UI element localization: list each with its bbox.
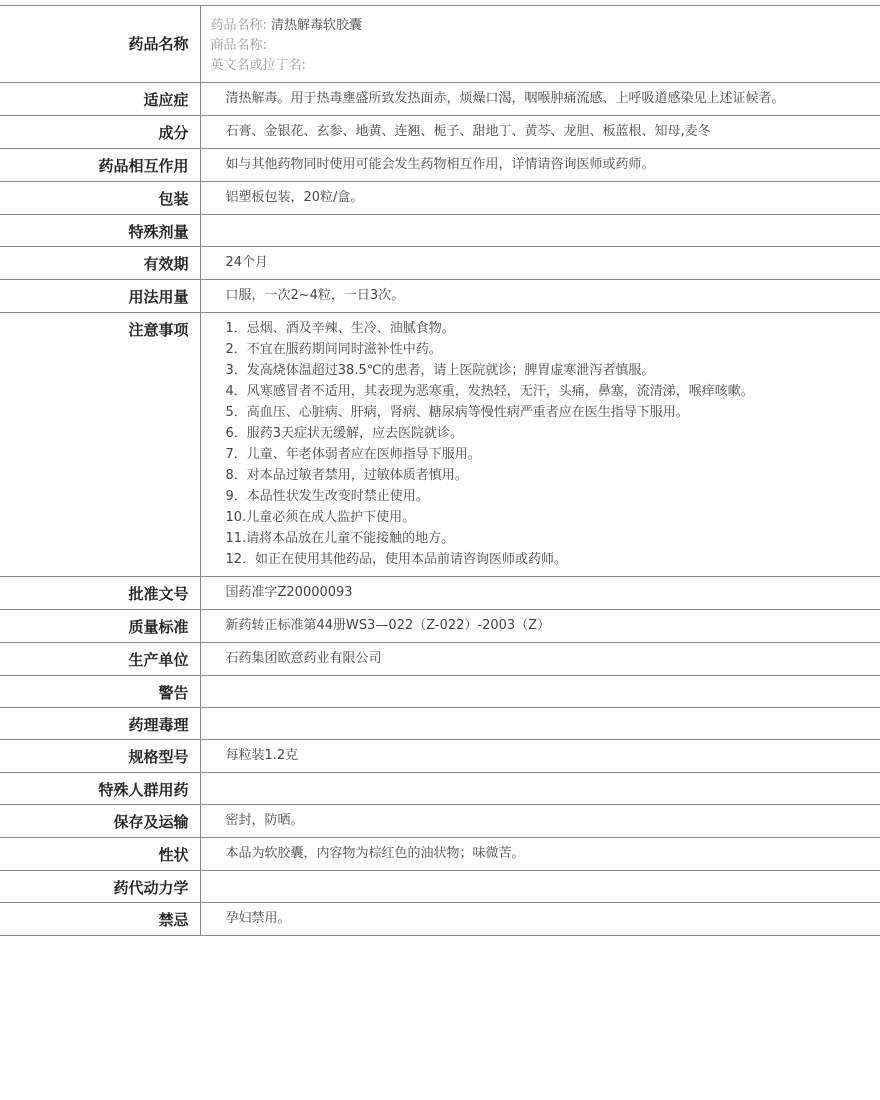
row-label: 包装	[158, 190, 189, 208]
label-cell	[0, 215, 200, 247]
row-special-dose	[0, 215, 880, 247]
label-cell	[0, 610, 200, 643]
row-label: 注意事项	[128, 321, 189, 339]
row-usage	[0, 280, 880, 313]
english-name-key: 英文名或拉丁名:	[210, 58, 306, 73]
row-label: 药理毒理	[128, 716, 189, 734]
trade-name-key: 商品名称:	[210, 38, 267, 53]
drug-info-table	[0, 5, 880, 936]
drug-name-line	[211, 16, 791, 36]
list-item: 3．发高烧体温超过38.5℃的患者，请上医院就诊；脾胃虚寒泄泻者慎服。	[225, 363, 655, 378]
row-label: 禁忌	[158, 911, 189, 929]
value-cell	[200, 313, 880, 577]
value-cell	[200, 577, 880, 610]
row-label: 批准文号	[128, 585, 189, 603]
label-cell	[0, 83, 200, 116]
row-label: 用法用量	[128, 288, 189, 306]
row-value: 铝塑板包装，20粒/盒。	[225, 190, 364, 205]
row-value: 口服，一次2~4粒，一日3次。	[225, 288, 405, 303]
row-label: 药品相互作用	[98, 157, 189, 175]
row-special-groups	[0, 773, 880, 805]
label-cell	[0, 676, 200, 708]
label-cell	[0, 6, 200, 83]
row-label: 成分	[158, 124, 189, 142]
label-cell	[0, 805, 200, 838]
value-cell	[200, 838, 880, 871]
value-cell	[200, 610, 880, 643]
row-label: 规格型号	[128, 748, 189, 766]
row-value: 石药集团欧意药业有限公司	[225, 651, 382, 666]
list-item: 2．不宜在服药期间同时滋补性中药。	[225, 342, 442, 357]
list-item: 6．服药3天症状无缓解，应去医院就诊。	[225, 426, 464, 441]
row-label: 警告	[158, 684, 189, 702]
value-cell	[200, 182, 880, 215]
value-cell	[200, 871, 880, 903]
label-cell	[0, 280, 200, 313]
value-cell	[200, 280, 880, 313]
row-label: 药代动力学	[113, 879, 189, 897]
row-pharmacokinetics	[0, 871, 880, 903]
label-cell	[0, 838, 200, 871]
label-cell	[0, 182, 200, 215]
row-pharmacology	[0, 708, 880, 740]
row-value: 24个月	[225, 255, 269, 270]
value-cell	[200, 149, 880, 182]
row-value	[226, 773, 791, 784]
label-cell	[0, 577, 200, 610]
value-cell	[200, 740, 880, 773]
row-value	[226, 215, 791, 226]
row-label: 特殊人群用药	[98, 781, 189, 799]
row-value: 清热解毒。用于热毒壅盛所致发热面赤，烦燥口渴，咽喉肿痛流感、上呼吸道感染见上述证候者。	[225, 91, 785, 106]
list-item: 5．高血压、心脏病、肝病，肾病、糖尿病等慢性病严重者应在医生指导下服用。	[225, 405, 689, 420]
row-value: 本品为软胶囊，内容物为棕红色的油状物；味微苦。	[225, 846, 525, 861]
row-spec	[0, 740, 880, 773]
value-cell	[200, 643, 880, 676]
label-cell	[0, 313, 200, 577]
label-cell	[0, 871, 200, 903]
label-cell	[0, 116, 200, 149]
row-value: 密封，防晒。	[225, 813, 304, 828]
row-value: 每粒装1.2克	[225, 748, 299, 763]
value-cell	[200, 773, 880, 805]
list-item: 8．对本品过敏者禁用，过敏体质者慎用。	[225, 468, 468, 483]
row-storage	[0, 805, 880, 838]
row-label: 保存及运输	[113, 813, 189, 831]
row-label: 适应症	[143, 91, 189, 109]
label-cell	[0, 903, 200, 936]
row-drug-name	[0, 6, 880, 83]
list-item: 11.请将本品放在儿童不能接触的地方。	[225, 531, 455, 546]
name-meta	[211, 6, 791, 82]
row-value: 新药转正标准第44册WS3—022（Z-022）-2003（Z）	[225, 618, 551, 633]
label-cell	[0, 708, 200, 740]
value-cell	[200, 676, 880, 708]
list-item: 7．儿童、年老体弱者应在医师指导下服用。	[225, 447, 481, 462]
label-cell	[0, 643, 200, 676]
row-precautions	[0, 313, 880, 577]
row-warning	[0, 676, 880, 708]
row-value	[226, 676, 791, 687]
list-item: 10.儿童必须在成人监护下使用。	[225, 510, 416, 525]
row-ingredients	[0, 116, 880, 149]
precautions-list	[226, 313, 791, 576]
row-value	[226, 708, 791, 719]
trade-name-line	[211, 36, 791, 56]
row-value: 国药准字Z20000093	[225, 585, 353, 600]
row-packaging	[0, 182, 880, 215]
row-label: 药品名称	[128, 35, 189, 53]
drug-name-value: 清热解毒软胶囊	[271, 18, 363, 33]
row-contraindication	[0, 903, 880, 936]
value-cell	[200, 903, 880, 936]
row-label: 质量标准	[128, 618, 189, 636]
row-value: 孕妇禁用。	[225, 911, 291, 926]
row-interaction	[0, 149, 880, 182]
label-cell	[0, 247, 200, 280]
row-value: 石膏、金银花、玄参、地黄、连翘、栀子、甜地丁、黄芩、龙胆、板蓝根、知母,麦冬	[225, 124, 711, 139]
drug-name-key: 药品名称:	[210, 18, 267, 33]
value-cell	[200, 805, 880, 838]
label-cell	[0, 149, 200, 182]
list-item: 1．忌烟、酒及辛辣、生冷、油腻食物。	[225, 321, 455, 336]
value-cell	[200, 708, 880, 740]
value-cell	[200, 116, 880, 149]
drug-info-sheet	[0, 5, 880, 936]
english-name-line	[211, 56, 791, 76]
row-label: 生产单位	[128, 651, 189, 669]
value-cell	[200, 247, 880, 280]
row-indication	[0, 83, 880, 116]
row-standard	[0, 610, 880, 643]
label-cell	[0, 773, 200, 805]
row-label: 特殊剂量	[128, 223, 189, 241]
row-approval	[0, 577, 880, 610]
row-manufacturer	[0, 643, 880, 676]
list-item: 9．本品性状发生改变时禁止使用。	[225, 489, 429, 504]
list-item: 12．如正在使用其他药品，使用本品前请咨询医师或药师。	[225, 552, 568, 567]
value-cell	[200, 6, 880, 83]
row-label: 有效期	[143, 255, 189, 273]
value-cell	[200, 215, 880, 247]
row-label: 性状	[158, 846, 189, 864]
label-cell	[0, 740, 200, 773]
row-value: 如与其他药物同时使用可能会发生药物相互作用，详情请咨询医师或药师。	[225, 157, 655, 172]
list-item: 4．风寒感冒者不适用，其表现为恶寒重，发热轻，无汗，头痛，鼻塞，流清涕，喉痒咳嗽。	[225, 384, 754, 399]
value-cell	[200, 83, 880, 116]
row-value	[226, 871, 791, 882]
row-appearance	[0, 838, 880, 871]
row-validity	[0, 247, 880, 280]
